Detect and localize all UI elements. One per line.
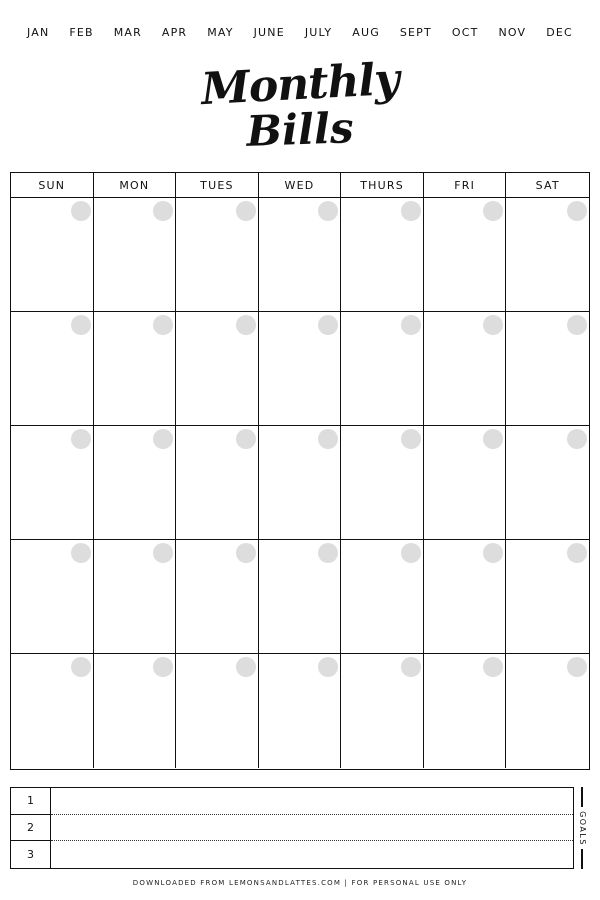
date-circle — [71, 429, 91, 449]
day-cell[interactable] — [424, 654, 507, 768]
day-cell[interactable] — [424, 426, 507, 540]
day-cell[interactable] — [176, 540, 259, 654]
weekday-fri: FRI — [424, 173, 507, 197]
date-circle — [153, 315, 173, 335]
day-cell[interactable] — [94, 426, 177, 540]
day-cell[interactable] — [506, 540, 589, 654]
weekday-wed: WED — [259, 173, 342, 197]
weekday-thurs: THURS — [341, 173, 424, 197]
day-cell[interactable] — [259, 654, 342, 768]
day-cell[interactable] — [506, 312, 589, 426]
date-circle — [236, 315, 256, 335]
day-cell[interactable] — [259, 198, 342, 312]
day-cell[interactable] — [341, 540, 424, 654]
day-cell[interactable] — [424, 312, 507, 426]
goal-number: 1 — [11, 788, 51, 815]
date-circle — [401, 543, 421, 563]
title-line-2: Bills — [245, 103, 355, 157]
day-cell[interactable] — [424, 198, 507, 312]
day-cell[interactable] — [341, 426, 424, 540]
date-circle — [236, 201, 256, 221]
day-cell[interactable] — [94, 540, 177, 654]
month-dec[interactable]: DEC — [546, 26, 573, 39]
goals-box — [10, 787, 574, 869]
weekday-sat: SAT — [535, 178, 560, 192]
day-cell[interactable] — [506, 426, 589, 540]
month-aug[interactable]: AUG — [352, 26, 380, 39]
date-circle — [318, 201, 338, 221]
date-circle — [236, 543, 256, 563]
date-circle — [71, 657, 91, 677]
date-circle — [318, 657, 338, 677]
day-cell[interactable] — [11, 198, 94, 312]
day-cell[interactable] — [176, 426, 259, 540]
goal-line-1[interactable] — [51, 788, 573, 815]
day-cell[interactable] — [424, 540, 507, 654]
month-oct[interactable]: OCT — [451, 26, 479, 39]
date-circle — [567, 315, 587, 335]
page-title — [0, 53, 600, 157]
month-sept[interactable]: SEPT — [399, 26, 432, 39]
goals-section — [10, 787, 590, 869]
goals-side-rule — [581, 849, 583, 869]
month-may[interactable]: MAY — [207, 26, 234, 39]
day-cell[interactable] — [506, 198, 589, 312]
day-cell[interactable] — [176, 198, 259, 312]
day-cell[interactable] — [259, 540, 342, 654]
day-cell[interactable] — [11, 654, 94, 768]
date-circle — [71, 543, 91, 563]
day-cell[interactable] — [11, 426, 94, 540]
day-cell[interactable] — [341, 312, 424, 426]
month-feb[interactable]: FEB — [69, 26, 94, 39]
goals-label: GOALS — [577, 810, 587, 846]
day-cell[interactable] — [94, 312, 177, 426]
day-cell[interactable] — [341, 654, 424, 768]
goal-line-2[interactable] — [51, 815, 573, 842]
weekday-header-row — [11, 173, 589, 198]
month-mar[interactable]: MAR — [113, 26, 142, 39]
day-cell[interactable] — [259, 312, 342, 426]
title-line-1: Monthly — [199, 53, 400, 116]
goals-side-rule — [581, 787, 583, 807]
date-circle — [153, 429, 173, 449]
date-circle — [567, 543, 587, 563]
date-circle — [567, 429, 587, 449]
month-nov[interactable]: NOV — [498, 26, 527, 39]
date-circle — [401, 429, 421, 449]
date-circle — [401, 657, 421, 677]
goals-side-label — [574, 787, 590, 869]
date-circle — [401, 201, 421, 221]
date-circle — [318, 429, 338, 449]
day-cell[interactable] — [11, 312, 94, 426]
date-circle — [153, 543, 173, 563]
date-circle — [483, 201, 503, 221]
weekday-mon: MON — [94, 173, 177, 197]
day-cell[interactable] — [94, 654, 177, 768]
date-circle — [153, 201, 173, 221]
date-circle — [567, 201, 587, 221]
goal-number: 2 — [11, 815, 51, 842]
day-cell[interactable] — [94, 198, 177, 312]
date-circle — [318, 543, 338, 563]
date-circle — [236, 429, 256, 449]
date-circle — [318, 315, 338, 335]
goal-line-3[interactable] — [51, 841, 573, 868]
day-cell[interactable] — [259, 426, 342, 540]
goal-number: 3 — [11, 841, 51, 868]
date-circle — [567, 657, 587, 677]
date-circle — [71, 315, 91, 335]
day-cell[interactable] — [11, 540, 94, 654]
weekday-tues: TUES — [176, 173, 259, 197]
date-circle — [483, 429, 503, 449]
footer-credit: DOWNLOADED FROM LEMONSANDLATTES.COM | FOR PERSONAL USE ONLY — [132, 879, 468, 887]
month-selector — [10, 26, 590, 39]
month-june[interactable]: JUNE — [253, 26, 285, 39]
weekday-sun: SUN — [11, 173, 94, 197]
date-circle — [483, 315, 503, 335]
date-circle — [153, 657, 173, 677]
month-july[interactable]: JULY — [304, 26, 333, 39]
day-cell[interactable] — [176, 654, 259, 768]
date-circle — [483, 657, 503, 677]
day-cell[interactable] — [341, 198, 424, 312]
day-cell[interactable] — [176, 312, 259, 426]
calendar-grid — [10, 172, 590, 770]
date-circle — [401, 315, 421, 335]
date-circle — [483, 543, 503, 563]
month-jan[interactable]: JAN — [27, 26, 50, 39]
date-circle — [71, 201, 91, 221]
day-cell[interactable] — [506, 654, 589, 768]
month-apr[interactable]: APR — [161, 26, 188, 39]
date-circle — [236, 657, 256, 677]
day-cells — [11, 198, 589, 769]
